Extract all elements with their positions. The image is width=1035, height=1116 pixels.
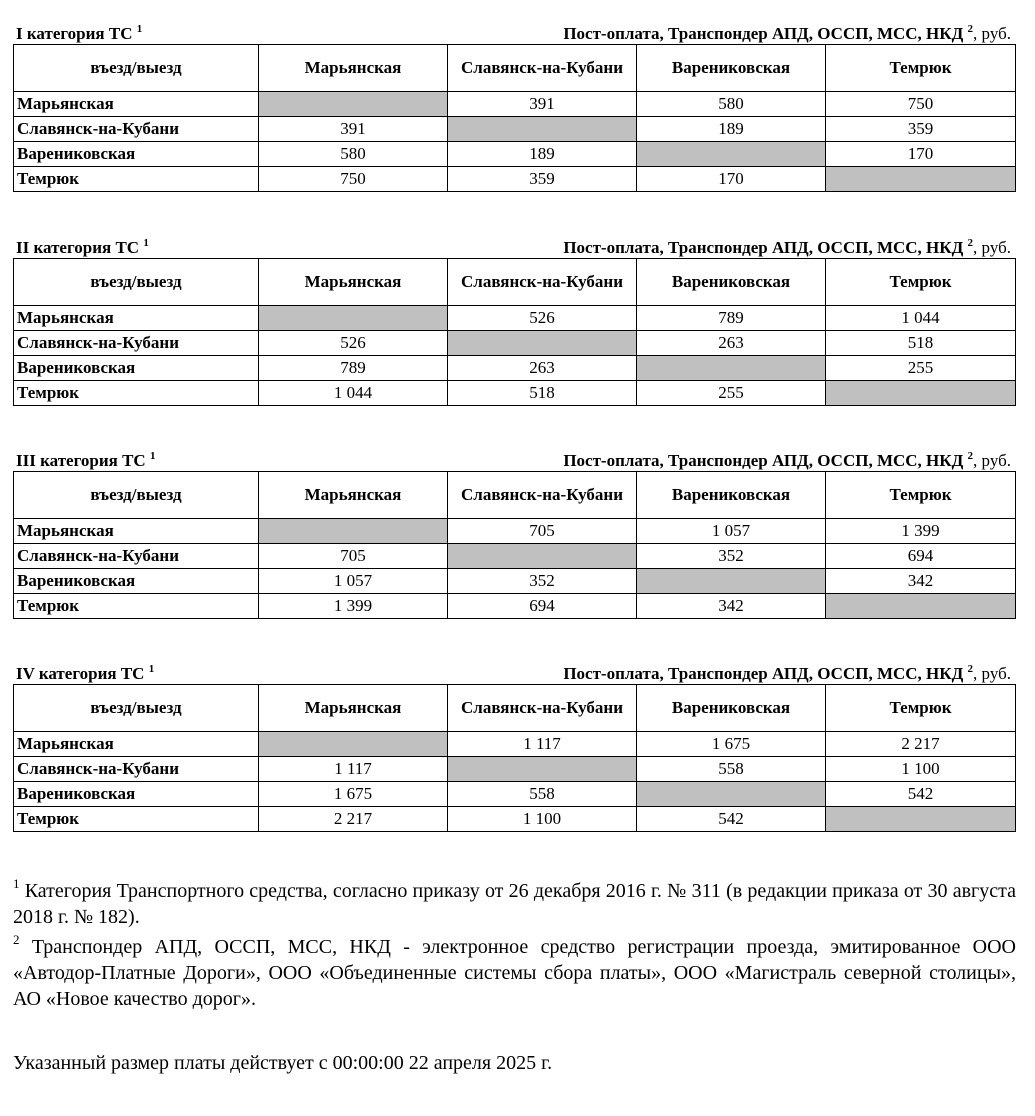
header-cell: Марьянская xyxy=(259,45,448,92)
fare-cell: 1 057 xyxy=(259,569,448,594)
header-cell: Славянск-на-Кубани xyxy=(448,259,637,306)
category-title: III категория ТС $^1$ xyxy=(16,450,156,470)
row-label: Варениковская xyxy=(14,782,259,807)
category-2-section xyxy=(13,236,1015,406)
tariff-table xyxy=(13,684,1016,832)
fare-cell: 1 044 xyxy=(259,381,448,406)
fare-cell: 558 xyxy=(637,757,826,782)
fare-cell: 518 xyxy=(448,381,637,406)
payment-type-label: Пост-оплата, Транспондер АПД, ОССП, МСС, НКД $^2$, руб. xyxy=(563,450,1011,470)
table-row xyxy=(14,569,1016,594)
table-header-row xyxy=(14,472,1016,519)
category-1-section xyxy=(13,22,1015,192)
empty-cell xyxy=(637,142,826,167)
header-cell: Варениковская xyxy=(637,685,826,732)
fare-cell: 558 xyxy=(448,782,637,807)
empty-cell xyxy=(637,569,826,594)
category-3-section xyxy=(13,449,1015,619)
empty-cell xyxy=(259,92,448,117)
header-cell: Темрюк xyxy=(826,45,1016,92)
fare-cell: 789 xyxy=(637,306,826,331)
fare-cell: 391 xyxy=(259,117,448,142)
category-title: II категория ТС $^1$ xyxy=(16,237,149,257)
empty-cell xyxy=(448,757,637,782)
footnote-text: Транспондер АПД, ОССП, МСС, НКД - электронное средство регистрации проезда, эмитированное ООО «Автодор-Платные Дороги», ООО «Объединенные системы сбора платы», ООО «Магистраль северной столицы», АО «Новое качество дорог». xyxy=(13,936,1016,1010)
header-cell: Марьянская xyxy=(259,472,448,519)
header-cell: Марьянская xyxy=(259,685,448,732)
payment-type-label: Пост-оплата, Транспондер АПД, ОССП, МСС, НКД $^2$, руб. xyxy=(563,237,1011,257)
header-cell: Славянск-на-Кубани xyxy=(448,685,637,732)
footnote-marker: 1 xyxy=(13,876,20,891)
fare-cell: 352 xyxy=(448,569,637,594)
row-label: Темрюк xyxy=(14,167,259,192)
empty-cell xyxy=(448,544,637,569)
header-cell: Марьянская xyxy=(259,259,448,306)
empty-cell xyxy=(448,117,637,142)
category-header xyxy=(13,236,1015,258)
row-label: Славянск-на-Кубани xyxy=(14,117,259,142)
empty-cell xyxy=(826,381,1016,406)
table-row xyxy=(14,381,1016,406)
fare-cell: 255 xyxy=(826,356,1016,381)
table-row xyxy=(14,732,1016,757)
header-cell: въезд/выезд xyxy=(14,45,259,92)
row-label: Варениковская xyxy=(14,142,259,167)
tariff-table xyxy=(13,44,1016,192)
fare-cell: 694 xyxy=(448,594,637,619)
empty-cell xyxy=(259,306,448,331)
fare-cell: 580 xyxy=(637,92,826,117)
fare-cell: 391 xyxy=(448,92,637,117)
table-row xyxy=(14,117,1016,142)
category-header xyxy=(13,22,1015,44)
header-cell: Славянск-на-Кубани xyxy=(448,472,637,519)
fare-cell: 1 057 xyxy=(637,519,826,544)
table-row xyxy=(14,807,1016,832)
table-row xyxy=(14,757,1016,782)
fare-cell: 170 xyxy=(637,167,826,192)
fare-cell: 189 xyxy=(448,142,637,167)
fare-cell: 359 xyxy=(448,167,637,192)
fare-cell: 705 xyxy=(259,544,448,569)
header-cell: въезд/выезд xyxy=(14,472,259,519)
fare-cell: 1 117 xyxy=(259,757,448,782)
fare-cell: 342 xyxy=(826,569,1016,594)
empty-cell xyxy=(448,331,637,356)
tariff-table xyxy=(13,471,1016,619)
fare-cell: 189 xyxy=(637,117,826,142)
fare-cell: 1 399 xyxy=(826,519,1016,544)
fare-cell: 694 xyxy=(826,544,1016,569)
footnote-1 xyxy=(13,878,1016,930)
row-label: Темрюк xyxy=(14,594,259,619)
table-header-row xyxy=(14,259,1016,306)
header-cell: въезд/выезд xyxy=(14,259,259,306)
row-label: Славянск-на-Кубани xyxy=(14,331,259,356)
fare-cell: 342 xyxy=(637,594,826,619)
empty-cell xyxy=(637,356,826,381)
header-cell: Темрюк xyxy=(826,472,1016,519)
fare-cell: 1 675 xyxy=(637,732,826,757)
fare-cell: 263 xyxy=(637,331,826,356)
fare-cell: 1 100 xyxy=(448,807,637,832)
row-label: Марьянская xyxy=(14,92,259,117)
table-row xyxy=(14,92,1016,117)
table-header-row xyxy=(14,685,1016,732)
header-cell: Темрюк xyxy=(826,259,1016,306)
fare-cell: 1 044 xyxy=(826,306,1016,331)
fare-cell: 705 xyxy=(448,519,637,544)
empty-cell xyxy=(259,732,448,757)
validity-note: Указанный размер платы действует с 00:00:00 22 апреля 2025 г. xyxy=(13,1052,553,1074)
tariff-table xyxy=(13,258,1016,406)
row-label: Марьянская xyxy=(14,732,259,757)
fare-cell: 789 xyxy=(259,356,448,381)
header-cell: Славянск-на-Кубани xyxy=(448,45,637,92)
category-4-section xyxy=(13,662,1015,832)
row-label: Славянск-на-Кубани xyxy=(14,544,259,569)
fare-cell: 2 217 xyxy=(259,807,448,832)
header-cell: Темрюк xyxy=(826,685,1016,732)
footnote-text: Категория Транспортного средства, согласно приказу от 26 декабря 2016 г. № 311 (в редакции приказа от 30 августа 2018 г. № 182). xyxy=(13,880,1016,928)
category-title: I категория ТС $^1$ xyxy=(16,23,143,43)
table-row xyxy=(14,331,1016,356)
empty-cell xyxy=(826,807,1016,832)
row-label: Варениковская xyxy=(14,356,259,381)
header-cell: Варениковская xyxy=(637,259,826,306)
fare-cell: 526 xyxy=(259,331,448,356)
fare-cell: 255 xyxy=(637,381,826,406)
row-label: Варениковская xyxy=(14,569,259,594)
fare-cell: 263 xyxy=(448,356,637,381)
footnote-2 xyxy=(13,934,1016,1012)
row-label: Марьянская xyxy=(14,306,259,331)
fare-cell: 542 xyxy=(826,782,1016,807)
empty-cell xyxy=(826,167,1016,192)
fare-cell: 526 xyxy=(448,306,637,331)
header-cell: Варениковская xyxy=(637,472,826,519)
table-row xyxy=(14,142,1016,167)
fare-cell: 352 xyxy=(637,544,826,569)
footnote-marker: 2 xyxy=(13,932,20,947)
header-cell: Варениковская xyxy=(637,45,826,92)
fare-cell: 359 xyxy=(826,117,1016,142)
row-label: Темрюк xyxy=(14,381,259,406)
fare-cell: 1 675 xyxy=(259,782,448,807)
fare-cell: 1 100 xyxy=(826,757,1016,782)
row-label: Славянск-на-Кубани xyxy=(14,757,259,782)
category-header xyxy=(13,662,1015,684)
table-header-row xyxy=(14,45,1016,92)
category-title: IV категория ТС $^1$ xyxy=(16,663,155,683)
category-header xyxy=(13,449,1015,471)
payment-type-label: Пост-оплата, Транспондер АПД, ОССП, МСС, НКД $^2$, руб. xyxy=(563,663,1011,683)
fare-cell: 518 xyxy=(826,331,1016,356)
fare-cell: 170 xyxy=(826,142,1016,167)
row-label: Марьянская xyxy=(14,519,259,544)
empty-cell xyxy=(637,782,826,807)
table-row xyxy=(14,519,1016,544)
table-row xyxy=(14,782,1016,807)
fare-cell: 750 xyxy=(826,92,1016,117)
fare-cell: 580 xyxy=(259,142,448,167)
fare-cell: 1 117 xyxy=(448,732,637,757)
header-cell: въезд/выезд xyxy=(14,685,259,732)
fare-cell: 542 xyxy=(637,807,826,832)
table-row xyxy=(14,544,1016,569)
payment-type-label: Пост-оплата, Транспондер АПД, ОССП, МСС, НКД $^2$, руб. xyxy=(563,23,1011,43)
fare-cell: 2 217 xyxy=(826,732,1016,757)
table-row xyxy=(14,167,1016,192)
table-row xyxy=(14,594,1016,619)
row-label: Темрюк xyxy=(14,807,259,832)
fare-cell: 750 xyxy=(259,167,448,192)
table-row xyxy=(14,356,1016,381)
fare-cell: 1 399 xyxy=(259,594,448,619)
table-row xyxy=(14,306,1016,331)
empty-cell xyxy=(259,519,448,544)
empty-cell xyxy=(826,594,1016,619)
